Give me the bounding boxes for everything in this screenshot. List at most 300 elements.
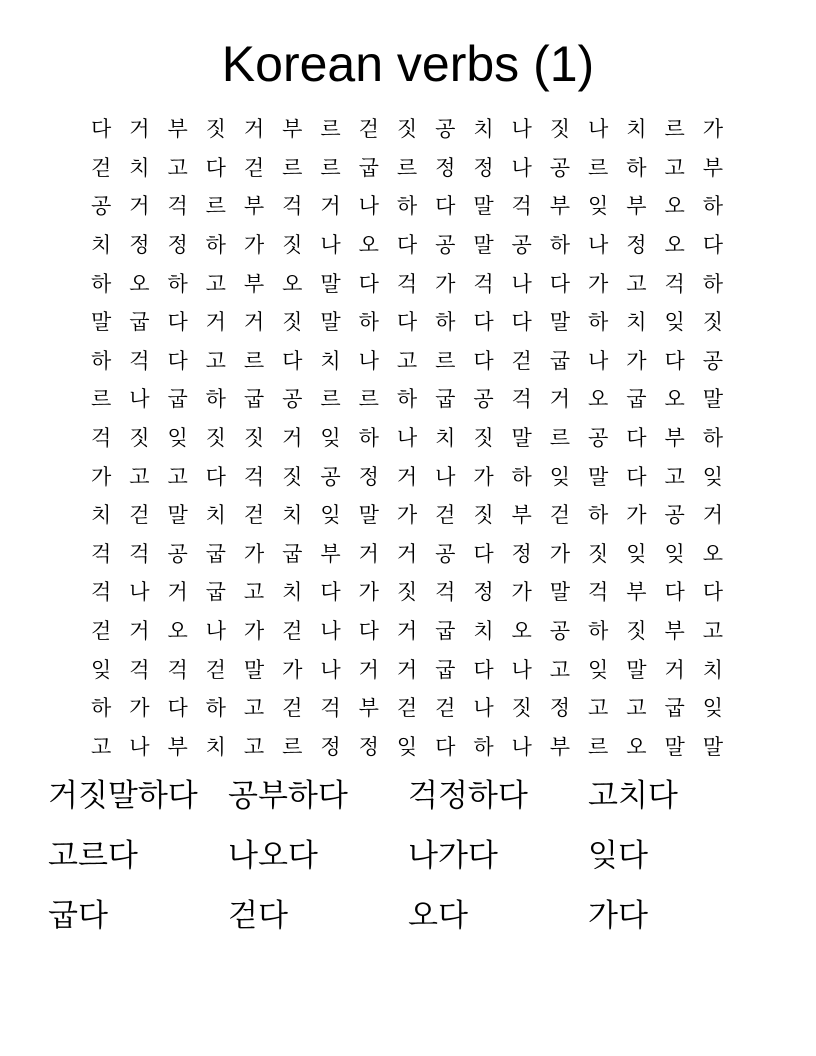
grid-cell: 잊 [320, 426, 341, 451]
grid-row [82, 496, 732, 535]
grid-cell: 정 [358, 464, 379, 489]
grid-cell: 치 [282, 580, 303, 605]
grid-cell: 말 [358, 503, 379, 528]
page-title: Korean verbs (1) [221, 36, 595, 92]
grid-cell: 하 [549, 233, 571, 258]
grid-cell: 부 [664, 426, 685, 451]
grid-cell: 걱 [664, 271, 685, 296]
grid-cell: 거 [243, 117, 265, 142]
grid-cell: 거 [167, 580, 188, 605]
grid-cell: 공 [435, 233, 456, 258]
word-list-item: 굽다 [48, 898, 108, 934]
grid-cell: 굽 [435, 387, 456, 412]
grid-cell: 말 [664, 734, 685, 759]
grid-cell: 나 [473, 696, 494, 721]
grid-cell: 걱 [320, 696, 341, 721]
grid-cell: 짓 [549, 117, 571, 142]
grid-cell: 걱 [511, 387, 532, 412]
grid-cell: 거 [396, 657, 418, 682]
grid-cell: 다 [282, 348, 303, 373]
grid-cell: 다 [664, 580, 685, 605]
grid-cell: 다 [473, 541, 494, 566]
grid-cell: 걷 [205, 657, 226, 682]
grid-cell: 나 [588, 348, 609, 373]
grid-cell: 나 [320, 619, 341, 644]
grid-cell: 걱 [129, 541, 150, 566]
grid-cell: 정 [473, 580, 494, 605]
grid-cell: 굽 [358, 155, 379, 180]
grid-cell: 치 [282, 503, 303, 528]
grid-cell: 거 [358, 541, 379, 566]
grid-cell: 나 [358, 194, 379, 219]
grid-cell: 공 [473, 387, 494, 412]
grid-cell: 잊 [549, 464, 571, 489]
grid-cell: 잊 [588, 657, 609, 682]
grid-cell: 치 [129, 155, 150, 180]
grid-cell: 나 [358, 348, 379, 373]
grid-cell: 하 [435, 310, 456, 335]
grid-cell: 말 [167, 503, 188, 528]
grid-cell: 다 [473, 348, 494, 373]
grid-cell: 걱 [129, 657, 150, 682]
grid-cell: 말 [702, 387, 724, 412]
grid-cell: 부 [664, 619, 685, 644]
grid-cell: 나 [511, 271, 532, 296]
grid-cell: 굽 [435, 619, 456, 644]
grid-cell: 부 [167, 117, 188, 142]
grid-cell: 정 [626, 233, 647, 258]
grid-cell: 가 [90, 464, 112, 489]
grid-cell: 짓 [129, 426, 150, 451]
grid-cell: 고 [205, 271, 226, 296]
grid-cell: 르 [320, 117, 341, 142]
grid-cell: 짓 [511, 696, 532, 721]
grid-cell: 나 [588, 117, 609, 142]
grid-cell: 가 [588, 271, 609, 296]
grid-cell: 거 [664, 657, 685, 682]
word-list-item: 걱정하다 [408, 778, 528, 814]
grid-cell: 짓 [473, 426, 494, 451]
grid-cell: 짓 [473, 503, 494, 528]
grid-cell: 치 [473, 619, 494, 644]
grid-cell: 걷 [282, 619, 303, 644]
grid-cell: 짓 [282, 464, 303, 489]
grid-cell: 부 [243, 271, 265, 296]
grid-cell: 오 [129, 271, 150, 296]
grid-cell: 거 [396, 619, 418, 644]
grid-cell: 걷 [243, 155, 265, 180]
grid-cell: 르 [358, 387, 379, 412]
grid-cell: 거 [549, 387, 571, 412]
grid-cell: 굽 [664, 696, 685, 721]
grid-cell: 오 [511, 619, 532, 644]
grid-cell: 치 [702, 657, 724, 682]
grid-cell: 걷 [243, 503, 265, 528]
grid-cell: 나 [205, 619, 226, 644]
grid-cell: 다 [167, 348, 188, 373]
grid-cell: 걱 [167, 657, 188, 682]
grid-cell: 가 [702, 117, 724, 142]
grid-cell: 거 [396, 464, 418, 489]
grid-cell: 공 [435, 117, 456, 142]
grid-cell: 다 [90, 117, 112, 142]
grid-cell: 르 [320, 155, 341, 180]
grid-cell: 짓 [588, 541, 609, 566]
grid-cell: 치 [626, 117, 647, 142]
grid-cell: 르 [396, 155, 418, 180]
grid-cell: 말 [511, 426, 532, 451]
grid-cell: 걷 [129, 503, 150, 528]
grid-cell: 가 [549, 541, 571, 566]
grid-cell: 짓 [205, 117, 226, 142]
grid-cell: 걷 [282, 696, 303, 721]
grid-cell: 고 [243, 734, 265, 759]
grid-cell: 오 [358, 233, 379, 258]
grid-cell: 정 [473, 155, 494, 180]
grid-cell: 잊 [90, 657, 112, 682]
grid-cell: 하 [588, 619, 609, 644]
grid-cell: 가 [282, 657, 303, 682]
grid-cell: 공 [282, 387, 303, 412]
grid-cell: 다 [396, 310, 418, 335]
grid-cell: 오 [702, 541, 724, 566]
grid-cell: 부 [167, 734, 188, 759]
grid-cell: 걱 [90, 426, 112, 451]
grid-row [82, 535, 732, 574]
grid-cell: 굽 [243, 387, 265, 412]
grid-cell: 치 [205, 503, 226, 528]
grid-cell: 걷 [549, 503, 571, 528]
grid-cell: 걱 [129, 348, 150, 373]
grid-cell: 공 [167, 541, 188, 566]
grid-cell: 고 [167, 464, 188, 489]
grid-cell: 걱 [167, 194, 188, 219]
grid-cell: 걱 [90, 541, 112, 566]
grid-cell: 가 [243, 233, 265, 258]
grid-cell: 굽 [549, 348, 571, 373]
grid-cell: 부 [358, 696, 379, 721]
grid-cell: 거 [320, 194, 341, 219]
grid-cell: 고 [243, 696, 265, 721]
grid-cell: 치 [320, 348, 341, 373]
grid-cell: 고 [664, 155, 685, 180]
grid-cell: 거 [358, 657, 379, 682]
grid-cell: 다 [664, 348, 685, 373]
grid-cell: 정 [129, 233, 150, 258]
grid-cell: 가 [626, 348, 647, 373]
grid-cell: 르 [243, 348, 265, 373]
word-list-item: 나오다 [228, 838, 318, 874]
grid-cell: 걱 [588, 580, 609, 605]
grid-cell: 다 [473, 657, 494, 682]
grid-cell: 거 [243, 310, 265, 335]
grid-cell: 치 [205, 734, 226, 759]
word-list-item: 거짓말하다 [48, 778, 198, 814]
grid-cell: 부 [243, 194, 265, 219]
grid-cell: 공 [549, 619, 571, 644]
grid-cell: 다 [511, 310, 532, 335]
grid-cell: 다 [435, 734, 456, 759]
grid-cell: 말 [549, 580, 571, 605]
grid-cell: 공 [549, 155, 571, 180]
grid-cell: 굽 [205, 580, 226, 605]
grid-cell: 잊 [320, 503, 341, 528]
grid-cell: 하 [626, 155, 647, 180]
grid-cell: 하 [358, 310, 379, 335]
grid-cell: 다 [626, 426, 647, 451]
grid-cell: 걷 [90, 155, 112, 180]
grid-cell: 걱 [396, 271, 418, 296]
grid-cell: 하 [90, 271, 112, 296]
grid-row [82, 612, 732, 651]
grid-cell: 고 [396, 348, 418, 373]
grid-cell: 오 [588, 387, 609, 412]
grid-cell: 말 [90, 310, 112, 335]
grid-cell: 걱 [282, 194, 303, 219]
grid-row [82, 110, 732, 149]
grid-cell: 다 [205, 155, 226, 180]
grid-cell: 고 [205, 348, 226, 373]
grid-cell: 짓 [205, 426, 226, 451]
grid-row [82, 457, 732, 496]
grid-cell: 정 [167, 233, 188, 258]
grid-cell: 부 [702, 155, 724, 180]
word-search-grid [82, 110, 732, 766]
grid-cell: 거 [129, 619, 150, 644]
grid-cell: 말 [702, 734, 724, 759]
grid-cell: 치 [435, 426, 456, 451]
grid-cell: 정 [549, 696, 571, 721]
grid-cell: 가 [473, 464, 494, 489]
grid-cell: 하 [90, 696, 112, 721]
grid-cell: 짓 [396, 117, 418, 142]
word-list-item: 고르다 [48, 838, 138, 874]
grid-cell: 거 [396, 541, 418, 566]
grid-cell: 르 [205, 194, 226, 219]
grid-cell: 걱 [511, 194, 532, 219]
grid-cell: 오 [282, 271, 303, 296]
grid-row [82, 728, 732, 767]
grid-cell: 고 [626, 696, 647, 721]
word-list-item: 가다 [588, 898, 648, 934]
grid-cell: 하 [396, 387, 418, 412]
grid-cell: 하 [473, 734, 494, 759]
grid-cell: 하 [205, 696, 226, 721]
grid-cell: 가 [243, 619, 265, 644]
grid-cell: 부 [511, 503, 532, 528]
grid-cell: 정 [435, 155, 456, 180]
grid-cell: 나 [588, 233, 609, 258]
grid-cell: 공 [90, 194, 112, 219]
grid-cell: 하 [588, 503, 609, 528]
grid-row [82, 264, 732, 303]
word-list-item: 고치다 [588, 778, 678, 814]
grid-cell: 치 [90, 233, 112, 258]
grid-cell: 치 [473, 117, 494, 142]
grid-cell: 굽 [129, 310, 150, 335]
grid-cell: 오 [664, 233, 685, 258]
grid-cell: 르 [90, 387, 112, 412]
grid-cell: 말 [243, 657, 265, 682]
grid-cell: 르 [664, 117, 685, 142]
grid-cell: 걱 [473, 271, 494, 296]
grid-cell: 다 [626, 464, 647, 489]
grid-cell: 걷 [358, 117, 379, 142]
grid-cell: 잊 [588, 194, 609, 219]
grid-row [82, 342, 732, 381]
grid-cell: 잊 [702, 464, 724, 489]
word-list-item: 오다 [408, 898, 468, 934]
grid-cell: 거 [282, 426, 303, 451]
grid-cell: 부 [549, 734, 571, 759]
grid-cell: 잊 [664, 310, 685, 335]
grid-cell: 다 [358, 619, 379, 644]
grid-cell: 굽 [205, 541, 226, 566]
grid-cell: 걷 [435, 503, 456, 528]
grid-cell: 고 [167, 155, 188, 180]
grid-cell: 다 [702, 580, 724, 605]
grid-cell: 나 [511, 734, 532, 759]
grid-row [82, 573, 732, 612]
grid-cell: 나 [435, 464, 456, 489]
grid-cell: 걱 [243, 464, 265, 489]
grid-cell: 나 [511, 657, 532, 682]
grid-cell: 나 [511, 117, 532, 142]
grid-cell: 고 [702, 619, 724, 644]
grid-cell: 나 [129, 580, 150, 605]
grid-cell: 말 [549, 310, 571, 335]
grid-cell: 굽 [167, 387, 188, 412]
grid-cell: 부 [282, 117, 303, 142]
grid-cell: 부 [626, 194, 647, 219]
grid-cell: 짓 [702, 310, 724, 335]
grid-cell: 정 [320, 734, 341, 759]
grid-cell: 잊 [396, 734, 418, 759]
word-list-item: 공부하다 [228, 778, 348, 814]
grid-cell: 짓 [282, 310, 303, 335]
grid-cell: 부 [626, 580, 647, 605]
grid-cell: 고 [129, 464, 150, 489]
grid-cell: 나 [511, 155, 532, 180]
grid-cell: 다 [435, 194, 456, 219]
grid-cell: 거 [702, 503, 724, 528]
grid-cell: 고 [90, 734, 112, 759]
grid-cell: 짓 [243, 426, 265, 451]
grid-cell: 짓 [396, 580, 418, 605]
grid-cell: 다 [320, 580, 341, 605]
grid-cell: 공 [320, 464, 341, 489]
word-list [48, 778, 768, 935]
grid-cell: 걷 [435, 696, 456, 721]
grid-row [82, 380, 732, 419]
grid-cell: 다 [205, 464, 226, 489]
grid-cell: 가 [129, 696, 150, 721]
grid-cell: 하 [702, 194, 724, 219]
grid-cell: 공 [702, 348, 724, 373]
grid-row [82, 149, 732, 188]
grid-cell: 가 [243, 541, 265, 566]
grid-cell: 하 [90, 348, 112, 373]
grid-cell: 치 [626, 310, 647, 335]
grid-cell: 르 [282, 155, 303, 180]
grid-cell: 거 [129, 194, 150, 219]
grid-cell: 가 [396, 503, 418, 528]
grid-cell: 오 [664, 194, 685, 219]
grid-cell: 하 [702, 271, 724, 296]
grid-cell: 말 [473, 233, 494, 258]
grid-cell: 하 [588, 310, 609, 335]
grid-cell: 르 [282, 734, 303, 759]
grid-cell: 르 [549, 426, 571, 451]
grid-cell: 짓 [626, 619, 647, 644]
grid-cell: 공 [511, 233, 532, 258]
grid-cell: 말 [320, 310, 341, 335]
grid-row [82, 226, 732, 265]
grid-cell: 걷 [90, 619, 112, 644]
grid-cell: 오 [167, 619, 188, 644]
grid-row [82, 650, 732, 689]
grid-cell: 잊 [702, 696, 724, 721]
grid-cell: 치 [90, 503, 112, 528]
grid-cell: 하 [358, 426, 379, 451]
grid-cell: 다 [396, 233, 418, 258]
grid-cell: 가 [358, 580, 379, 605]
grid-cell: 나 [320, 233, 341, 258]
grid-cell: 다 [549, 271, 571, 296]
grid-cell: 나 [320, 657, 341, 682]
grid-cell: 다 [167, 696, 188, 721]
word-list-item: 잊다 [588, 838, 648, 874]
grid-cell: 말 [320, 271, 341, 296]
grid-cell: 말 [588, 464, 609, 489]
grid-cell: 고 [626, 271, 647, 296]
grid-cell: 나 [396, 426, 418, 451]
grid-row [82, 689, 732, 728]
grid-cell: 굽 [626, 387, 647, 412]
grid-cell: 부 [320, 541, 341, 566]
grid-cell: 걱 [90, 580, 112, 605]
grid-cell: 부 [549, 194, 571, 219]
grid-cell: 다 [473, 310, 494, 335]
grid-cell: 잊 [626, 541, 647, 566]
grid-cell: 하 [511, 464, 532, 489]
grid-cell: 하 [702, 426, 724, 451]
grid-cell: 공 [435, 541, 456, 566]
grid-cell: 거 [205, 310, 226, 335]
grid-cell: 가 [511, 580, 532, 605]
grid-cell: 다 [167, 310, 188, 335]
grid-cell: 하 [205, 387, 226, 412]
grid-cell: 말 [626, 657, 647, 682]
grid-cell: 잊 [167, 426, 188, 451]
grid-cell: 하 [167, 271, 188, 296]
grid-cell: 고 [549, 657, 571, 682]
grid-cell: 잊 [664, 541, 685, 566]
grid-cell: 고 [664, 464, 685, 489]
grid-cell: 거 [129, 117, 150, 142]
word-list-item: 나가다 [408, 838, 498, 874]
grid-cell: 오 [626, 734, 647, 759]
grid-cell: 공 [664, 503, 685, 528]
grid-cell: 오 [664, 387, 685, 412]
grid-cell: 르 [588, 734, 609, 759]
grid-cell: 다 [702, 233, 724, 258]
grid-cell: 굽 [435, 657, 456, 682]
grid-row [82, 187, 732, 226]
grid-cell: 걷 [396, 696, 418, 721]
grid-cell: 정 [358, 734, 379, 759]
grid-cell: 고 [243, 580, 265, 605]
